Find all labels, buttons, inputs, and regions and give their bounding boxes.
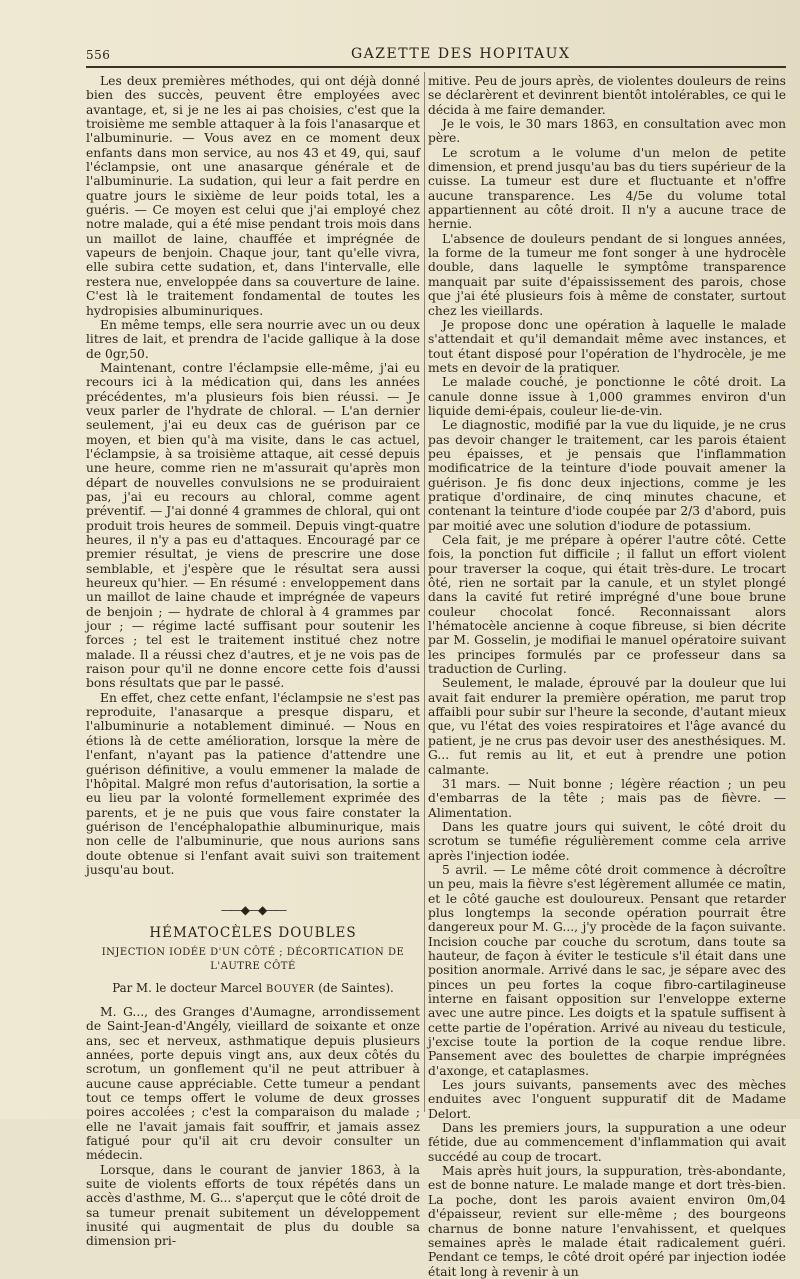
header-rule	[86, 66, 786, 68]
paragraph: L'absence de douleurs pendant de si longues années, la forme de la tumeur me font songer à une hydrocèle double, dans laquelle le symptôme transparence manquait par suite d'épaississement des parois, chose que j'ai été plusieurs fois à même de constater, surtout chez les vieillards.	[428, 231, 786, 318]
paragraph: En effet, chez cette enfant, l'éclampsie ne s'est pas reproduite, l'anasarque a presque disparu, et l'albuminurie a notablement diminué. — Nous en étions là de cette amélioration, lorsque la mère de l'enfant, n'ayant pas la patience d'attendre une guérison définitive, a voulu emmener la malade de l'hôpital. Malgré mon refus d'autorisation, la sortie a eu lieu par la volonté formellement exprimée des parents, et je ne puis que vous faire constater la guérison de l'encéphalopathie albuminurique, mais non celle de l'albuminurie, que nous aurions sans doute obtenue si l'enfant avait suivi son traitement jusqu'au bout.	[86, 690, 420, 877]
article-author	[86, 981, 420, 997]
article-subtitle: INJECTION IODÉE D'UN CÔTÉ ; DÉCORTICATION DE L'AUTRE CÔTÉ	[101, 946, 405, 973]
paragraph: Les jours suivants, pansements avec des mèches enduites avec l'onguent suppuratif dit de Madame Delort.	[428, 1078, 786, 1121]
author-prefix: Par M. le docteur Marcel	[112, 980, 266, 995]
paragraph: Dans les quatre jours qui suivent, le côté droit du scrotum se tuméfie régulièrement comme cela arrive après l'injection iodée.	[428, 819, 786, 863]
paragraph: 5 avril. — Le même côté droit commence à décroître un peu, mais la fièvre s'est légèrement allumée ce matin, et le côté gauche est douloureux. Pensant que retarder plus longtemps la seconde opération pourrait être dangereux pour M. G..., j'y procède de la façon suivante. Incision couche par couche du scrotum, dans toute sa hauteur, de façon à éviter le testicule s'il était dans une position anormale. Arrivé dans le sac, je sépare avec des pinces un peu fortes la coque fibro-cartilagineuse interne en faisant opposition sur l'enveloppe externe avec une autre pince. Les doigts et la spatule suffisent à cette partie de l'opération. Arrivé au niveau du testicule, j'excise toute la portion de la coque rendue libre. Pansement avec des boulettes de charpie imprégnées d'axonge, et cataplasmes.	[428, 862, 786, 1078]
paragraph: Les deux premières méthodes, qui ont déjà donné bien des succès, peuvent être employées avec avantage, et, si je ne les ai pas choisies, c'est que la troisième me semble attaquer à la fois l'anasarque et l'albuminurie. — Vous avez en ce moment deux enfants dans mon service, au nos 43 et 49, qui, sauf l'éclampsie, ont une anasarque générale et de l'albuminurie. La sudation, qui leur a fait perdre en quatre jours le sixième de leur poids total, les a guéris. — Ce moyen est celui que j'ai employé chez notre malade, qui a été mise pendant trois mois dans un maillot de laine, chauffée et imprégnée de vapeurs de benjoin. Chaque jour, tant qu'elle vivra, elle subira cette sudation, et, dans l'intervalle, elle restera nue, enveloppée dans sa couverture de laine. C'est là le traitement fondamental de toutes les hydropisies albuminuriques.	[86, 74, 420, 318]
paragraph: Le scrotum a le volume d'un melon de petite dimension, et prend jusqu'au bas du tiers supérieur de la cuisse. La tumeur est dure et fluctuante et n'offre aucune transparence. Les 4/5e du volume total appartiennent au côté droit. Il n'y a aucune trace de hernie.	[428, 145, 786, 232]
paragraph: En même temps, elle sera nourrie avec un ou deux litres de lait, et prendra de l'acide gallique à la dose de 0gr,50.	[86, 317, 420, 361]
section-separator: ——◆—◆——	[220, 903, 286, 918]
column-divider	[424, 72, 425, 1112]
running-title: GAZETTE DES HOPITAUX	[351, 46, 571, 62]
paragraph: mitive. Peu de jours après, de violentes douleurs de reins se déclarèrent et devinrent bientôt intolérables, ce qui le décida à me faire demander.	[428, 74, 786, 117]
author-name: BOUYER	[265, 983, 315, 995]
page-number: 556	[86, 48, 111, 62]
paragraph: Le malade couché, je ponctionne le côté droit. La canule donne issue à 1,000 grammes environ d'un liquide demi-épais, couleur lie-de-vin.	[428, 375, 786, 418]
paragraph: Seulement, le malade, éprouvé par la douleur que lui avait fait endurer la première opération, me parut trop affaibli pour subir sur l'heure la seconde, d'autant mieux que, vu l'état des voies respiratoires et l'âge avancé du patient, je ne crus pas devoir user des anesthésiques. M. G... fut remis au lit, et eut à prendre une potion calmante.	[428, 676, 786, 777]
right-column	[428, 74, 786, 1279]
left-column	[86, 74, 420, 1249]
paragraph: Cela fait, je me prépare à opérer l'autre côté. Cette fois, la ponction fut difficile ; il fallut un effort violent pour traverser la coque, qui était très-dure. Le trocart ôté, rien ne sortait par la canule, et un stylet plongé dans la cavité fut retiré imprégné d'une boue brune couleur chocolat foncé. Reconnaissant alors l'hématocèle ancienne à coque fibreuse, si bien décrite par M. Gosselin, je modifiai le manuel opératoire suivant les principes formulés par ce professeur dans sa traduction de Curling.	[428, 533, 786, 677]
paragraph: Je le vois, le 30 mars 1863, en consultation avec mon père.	[428, 117, 786, 146]
paragraph: Dans les premiers jours, la suppuration a une odeur fétide, due au commencement d'inflammation qui avait succédé au coup de trocart.	[428, 1121, 786, 1164]
author-suffix: (de Saintes).	[314, 980, 394, 995]
paragraph: Lorsque, dans le courant de janvier 1863, à la suite de violents efforts de toux répétés dans un accès d'asthme, M. G... s'aperçut que le côté droit de sa tumeur prenait subitement un développement inusité qui augmentait de plus du double sa dimension pri-	[86, 1162, 420, 1249]
paragraph: 31 mars. — Nuit bonne ; légère réaction ; un peu d'embarras de la tête ; mais pas de fièvre. — Alimentation.	[428, 776, 786, 820]
paragraph: Mais après huit jours, la suppuration, très-abondante, est de bonne nature. Le malade mange et dort très-bien. La poche, dont les parois avaient environ 0m,04 d'épaisseur, revient sur elle-même ; des bourgeons charnus de bonne nature l'envahissent, et quelques semaines après le malade était radicalement guéri. Pendant ce temps, le côté droit opéré par injection iodée était long à revenir à un	[428, 1164, 786, 1279]
paragraph: M. G..., des Granges d'Aumagne, arrondissement de Saint-Jean-d'Angély, vieillard de soixante et onze ans, sec et nerveux, asthmatique depuis plusieurs années, porte depuis vingt ans, aux deux côtés du scrotum, un gonflement qu'il ne peut attribuer à aucune cause appréciable. Cette tumeur a pendant tout ce temps offert le volume de deux grosses poires accolées ; c'est la comparaison du malade ; elle ne l'avait jamais fait souffrir, et jamais assez fatigué pour qu'il ait cru devoir consulter un médecin.	[86, 1004, 420, 1163]
paragraph: Le diagnostic, modifié par la vue du liquide, je ne crus pas devoir changer le traitement, car les parois étaient peu épaisses, et je pensais que l'inflammation modificatrice de la teinture d'iode pouvait amener la guérison. Je fis donc deux injections, comme je les pratique d'ordinaire, de cinq minutes chacune, et contenant la teinture d'iode coupée par 2/3 d'abord, puis par moitié avec une solution d'iodure de potassium.	[428, 418, 786, 533]
paragraph: Je propose donc une opération à laquelle le malade s'attendait et qu'il demandait même avec instances, et tout étant disposé pour l'opération de l'hydrocèle, je me mets en devoir de la pratiquer.	[428, 317, 786, 375]
page-header	[86, 44, 786, 66]
article-title: HÉMATOCÈLES DOUBLES	[149, 924, 357, 941]
paragraph: Maintenant, contre l'éclampsie elle-même, j'ai eu recours ici à la médication qui, dans les années précédentes, m'a plusieurs fois bien réussi. — Je veux parler de l'hydrate de chloral. — L'an dernier seulement, j'ai eu deux cas de guérison par ce moyen, et bien qu'à ma visite, dans le cas actuel, l'éclampsie, à sa troisième attaque, ait cessé depuis une heure, comme rien ne m'assurait qu'après mon départ de nouvelles convulsions ne se produiraient pas, j'ai eu recours au chloral, comme agent préventif. — J'ai donné 4 grammes de chloral, qui ont produit trois heures de sommeil. Depuis vingt-quatre heures, il n'y a pas eu d'attaques. Encouragé par ce premier résultat, je viens de prescrire une dose semblable, et j'espère que le résultat sera aussi heureux qu'hier. — En résumé : enveloppement dans un maillot de laine chaude et imprégnée de vapeurs de benjoin ; — hydrate de chloral à 4 grammes par jour ; — régime lacté suffisant pour soutenir les forces ; tel est le traitement institué chez notre malade. Il a réussi chez d'autres, et je ne vois pas de raison pour qu'il ne donne encore cette fois d'aussi bons résultats que par le passé.	[86, 360, 420, 691]
